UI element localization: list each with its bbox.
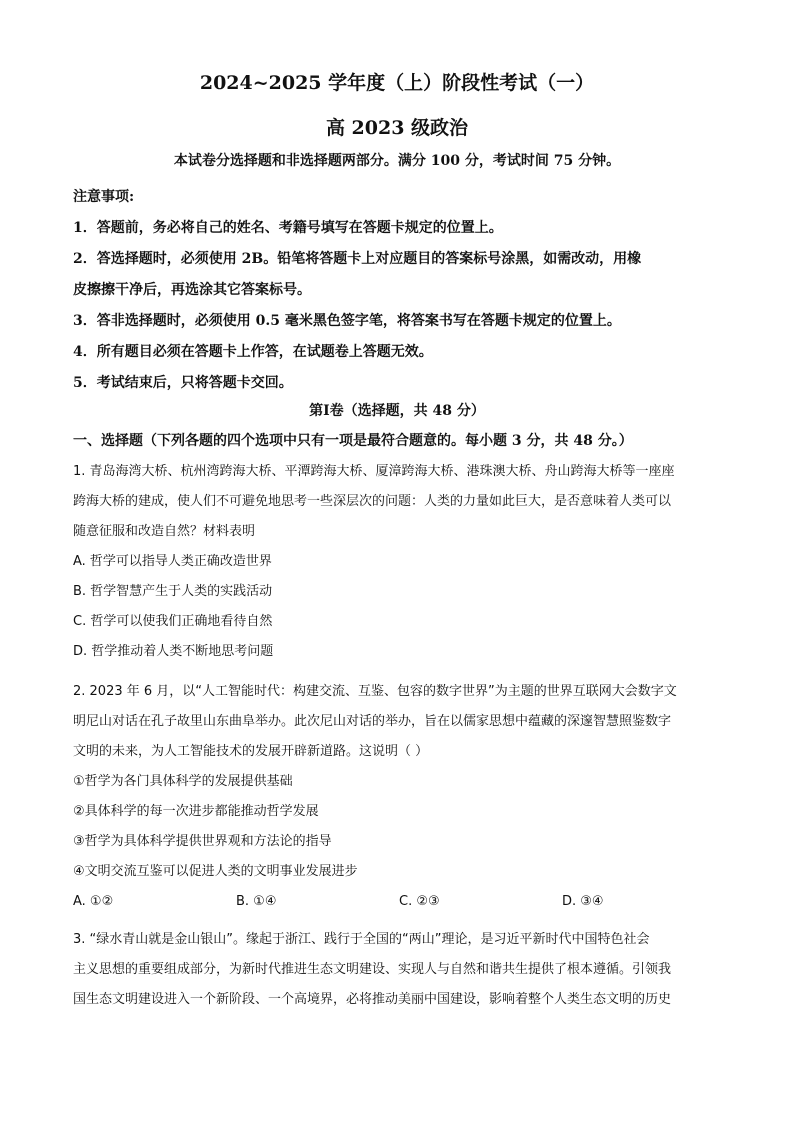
statement-2: ②具体科学的每一次进步都能推动哲学发展 bbox=[73, 804, 319, 819]
question-text-line: 跨海大桥的建成，使人们不可避免地思考一些深层次的问题：人类的力量如此巨大，是否意味着人类可以 bbox=[73, 494, 672, 509]
section-title: 第Ⅰ卷（选择题，共 48 分） bbox=[309, 403, 485, 419]
note-line: 皮擦擦干净后，再选涂其它答案标号。 bbox=[73, 282, 311, 298]
option-a: A. ①② bbox=[73, 894, 114, 909]
option-d: D. ③④ bbox=[562, 894, 604, 909]
question-text-line: 主义思想的重要组成部分，为新时代推进生态文明建设、实现人与自然和谐共生提供了根本遵循。引领我 bbox=[73, 962, 672, 977]
note-line: 1．答题前，务必将自己的姓名、考籍号填写在答题卡规定的位置上。 bbox=[73, 220, 503, 236]
option-d: D. 哲学推动着人类不断地思考问题 bbox=[73, 644, 274, 659]
question-2 bbox=[73, 677, 728, 917]
options-row bbox=[73, 887, 728, 917]
option-c: C. ②③ bbox=[399, 894, 440, 909]
notes-heading: 注意事项: bbox=[73, 189, 135, 205]
question-text-line: 1. 青岛海湾大桥、杭州湾跨海大桥、平潭跨海大桥、厦漳跨海大桥、港珠澳大桥、舟山跨海大桥等一座座 bbox=[73, 464, 675, 479]
note-line: 3．答非选择题时，必须使用 0.5 毫米黑色签字笔，将答案书写在答题卡规定的位置上。 bbox=[73, 313, 621, 329]
statement-3: ③哲学为具体科学提供世界观和方法论的指导 bbox=[73, 834, 332, 849]
exam-intro: 本试卷分选择题和非选择题两部分。满分 100 分，考试时间 75 分钟。 bbox=[173, 153, 621, 169]
note-line: 4．所有题目必须在答题卡上作答，在试题卷上答题无效。 bbox=[73, 344, 433, 360]
statement-1: ①哲学为各门具体科学的发展提供基础 bbox=[73, 774, 293, 789]
question-text-line: 文明的未来，为人工智能技术的发展开辟新道路。这说明（ ） bbox=[73, 744, 429, 759]
question-text-line: 随意征服和改造自然？材料表明 bbox=[73, 524, 256, 539]
question-text-line: 2. 2023 年 6 月，以“人工智能时代：构建交流、互鉴、包容的数字世界”为主题的世界互联网大会数字文 bbox=[73, 684, 677, 699]
question-3 bbox=[73, 925, 728, 1015]
notes-block bbox=[73, 182, 723, 399]
option-c: C. 哲学可以使我们正确地看待自然 bbox=[73, 614, 273, 629]
question-text-line: 3. “绿水青山就是金山银山”。缘起于浙江、践行于全国的“两山”理论，是习近平新时代中国特色社会 bbox=[73, 932, 650, 947]
option-a: A. 哲学可以指导人类正确改造世界 bbox=[73, 554, 272, 569]
question-1 bbox=[73, 457, 728, 667]
exam-title: 2024~2025 学年度（上）阶段性考试（一） bbox=[199, 72, 595, 94]
question-text-line: 明尼山对话在孔子故里山东曲阜举办。此次尼山对话的举办，旨在以儒家思想中蕴藏的深邃智慧照鉴数字 bbox=[73, 714, 672, 729]
part-title: 一、选择题（下列各题的四个选项中只有一项是最符合题意的。每小题 3 分，共 48 分。） bbox=[73, 433, 633, 449]
note-line: 5．考试结束后，只将答题卡交回。 bbox=[73, 375, 293, 391]
option-b: B. ①④ bbox=[236, 894, 277, 909]
note-line: 2．答选择题时，必须使用 2B。铅笔将答题卡上对应题目的答案标号涂黑，如需改动，用橡 bbox=[73, 251, 642, 267]
option-b: B. 哲学智慧产生于人类的实践活动 bbox=[73, 584, 273, 599]
exam-subtitle: 高 2023 级政治 bbox=[325, 117, 469, 139]
statement-4: ④文明交流互鉴可以促进人类的文明事业发展进步 bbox=[73, 864, 358, 879]
question-text-line: 国生态文明建设进入一个新阶段、一个高境界，必将推动美丽中国建设，影响着整个人类生态文明的历史 bbox=[73, 992, 672, 1007]
